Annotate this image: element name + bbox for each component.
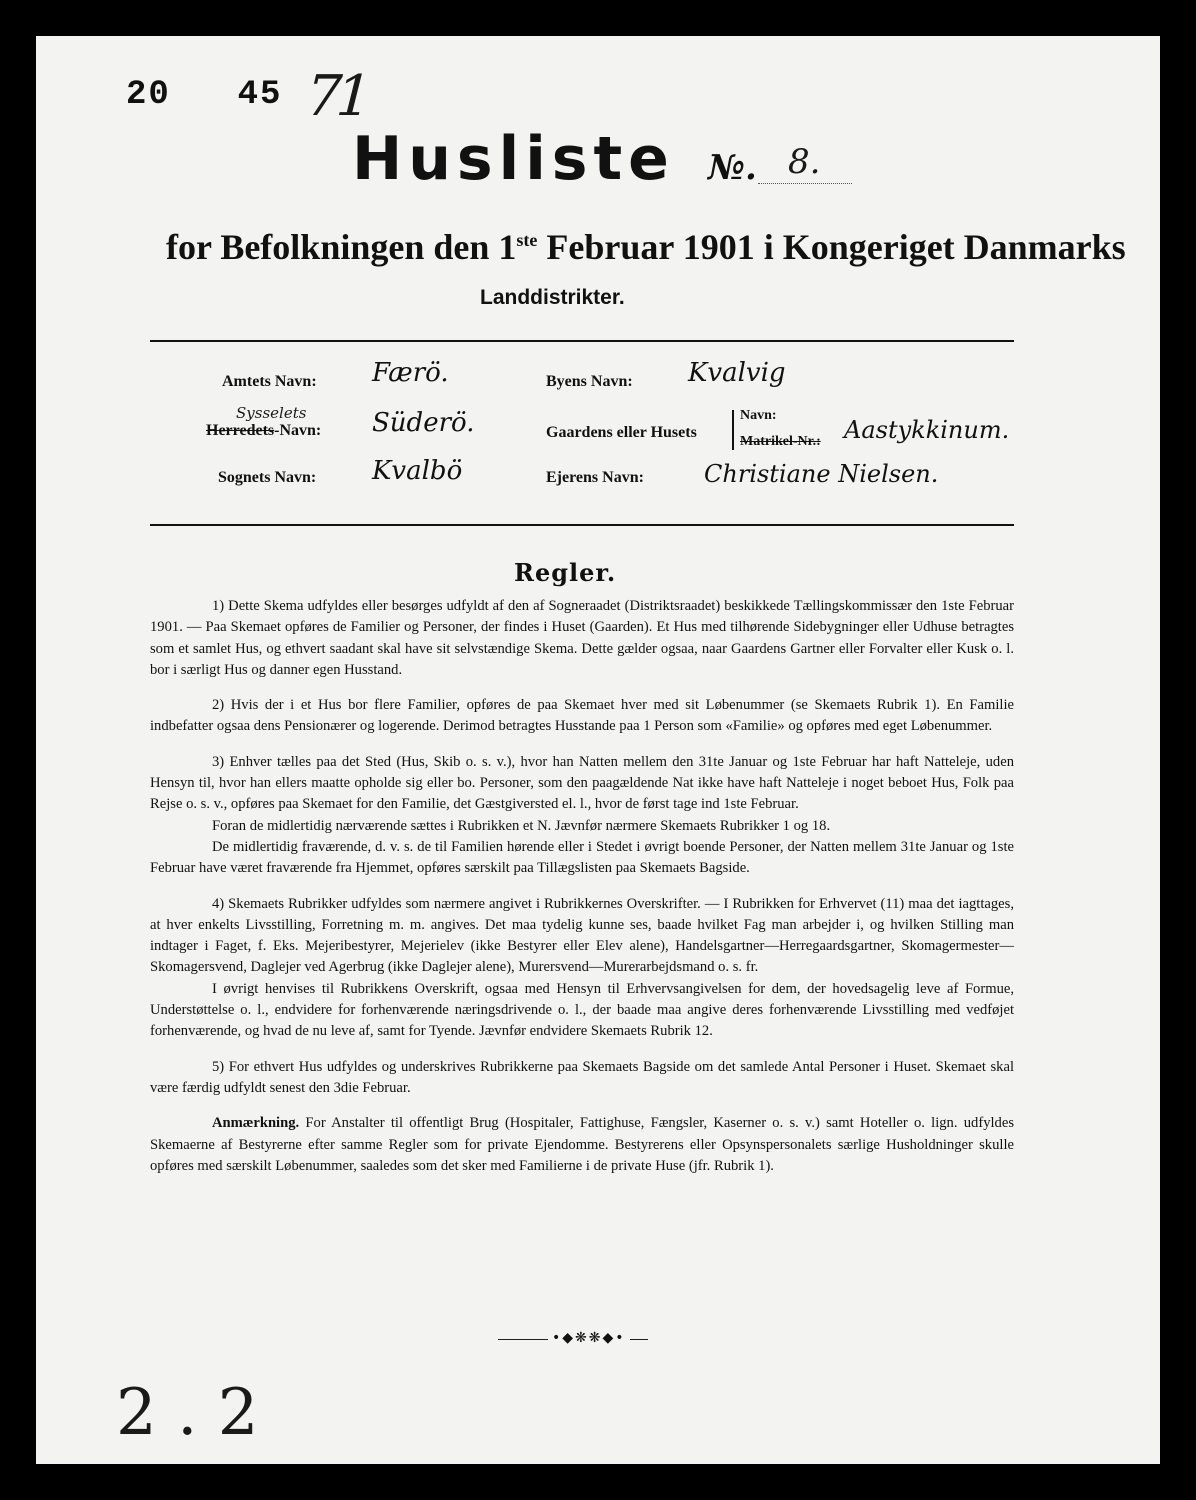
- by-value: Kvalvig: [688, 358, 786, 388]
- herred-correction: Sysselets: [236, 404, 307, 422]
- rules-body: [150, 596, 1014, 1191]
- number-dotted-line: [758, 182, 852, 184]
- bottom-rule: [150, 524, 1014, 526]
- archive-stamp: [126, 76, 282, 114]
- rules-heading: Regler.: [514, 558, 617, 587]
- rule-1: 1) Dette Skema udfyldes eller besørges udfyldt af den af Sogneraadet (Distriktsraadet) beskikkede Tællingskommissær den 1ste Februar 1901. — Paa Skemaet opføres de Familier og Personer, der findes i Huset (Gaarden). Et Hus med tilhørende Sidebygninger eller Udhuse betragtes som et samlet Hus, og ethvert saadant skal have sit selvstændige Skema. Dette gælder ogsaa, naar Gaardens Gartner eller Forvalter eller Kusk o. l. bor i særligt Hus og danner egen Husstand.: [150, 598, 1014, 678]
- rule-2: 2) Hvis der i et Hus bor flere Familier, opføres de paa Skemaet hver med sit Løbenummer (se Skemaets Rubrik 1). En Familie indbefatter ogsaa dens Pensionærer og logerende. Derimod betragtes Husstande paa 1 Person som «Familie» og opføres med eget Løbenummer.: [150, 697, 1014, 735]
- note-label: Anmærkning.: [212, 1115, 300, 1132]
- stamp-left-number: 20: [126, 76, 171, 114]
- ejer-value: Christiane Nielsen.: [704, 460, 939, 488]
- gaard-navn-label: Navn:: [740, 408, 777, 423]
- rule-3c: De midlertidig fraværende, d. v. s. de til Familien hørende eller i Stedet i øvrigt boende Personer, der Natten mellem 31te Januar og 1ste Februar have været fraværende fra Hjemmet, opføres særskilt paa Tillægslisten paa Skemaets Bagside.: [150, 838, 1014, 877]
- gaard-matrikel-label: Matrikel-Nr.:: [740, 434, 821, 449]
- handwritten-corner-mark: 71: [297, 64, 374, 129]
- gaard-label: Gaardens eller Husets: [546, 424, 697, 441]
- bottom-handwritten-number: 2 . 2: [116, 1376, 259, 1450]
- ornament-divider: •◆❋❋◆•: [548, 1330, 630, 1346]
- form-subtitle: for Befolkningen den 1ste Februar 1901 i Kongeriget Danmarks: [166, 227, 1126, 267]
- herred-label: Herredets-Navn:: [206, 422, 322, 439]
- rule-4a: 4) Skemaets Rubrikker udfyldes som nærmere angivet i Rubrikkernes Overskrifter. — I Rubrikken for Erhvervet (11) maa det iagttages, at hver enkelts Livsstilling, Forretning m. m. angives. Det maa tydelig kunne ses, baade hvilket Fag man arbejder i, og hvilken Stilling man indtager i Faget, f. Eks. Mejeribestyrer, Mejerielev (ikke Bestyrer eller Elev alene), Handelsgartner—Herregaardsgartner, Skomagermester—Skomagersvend, Daglejer ved Agerbrug (ikke Daglejer alene), Murersvend—Murerarbejdsmand o. s. fr.: [150, 895, 1014, 976]
- top-rule: [150, 340, 1014, 342]
- rule-3b: Foran de midlertidig nærværende sættes i Rubrikken et N. Jævnfør nærmere Skemaets Rubrikker 1 og 18.: [212, 817, 831, 834]
- amt-value: Færö.: [372, 358, 449, 388]
- rule-5: 5) For ethvert Hus udfyldes og underskrives Rubrikkerne paa Skemaets Bagside om det samlede Antal Personer i Huset. Skemaet skal være færdig udfyldt senest den 3die Februar.: [150, 1058, 1014, 1096]
- form-subtitle-districts: Landdistrikter.: [480, 286, 625, 309]
- amt-label: Amtets Navn:: [222, 373, 317, 390]
- gaard-bracket: [732, 410, 734, 450]
- by-label: Byens Navn:: [546, 373, 633, 390]
- gaard-value: Aastykkinum.: [844, 416, 1010, 444]
- herred-value: Süderö.: [372, 408, 475, 438]
- note-text: For Anstalter til offentligt Brug (Hospitaler, Fattighuse, Fængsler, Kaserner o. s. v.) samt Hoteller o. lign. udfyldes Skemaerne af Bestyrerne efter samme Regler som for private Ejendomme. Bestyrerens eller Opsynspersonalets særlige Husholdninger skulle opføres med særskilt Løbenummer, saaledes som det sker med Familierne i de private Huse (jfr. Rubrik 1).: [150, 1115, 1014, 1174]
- stamp-right-number: 45: [237, 76, 283, 114]
- sogn-label: Sognets Navn:: [218, 469, 317, 486]
- form-number-value: 8.: [788, 142, 821, 182]
- ejer-label: Ejerens Navn:: [546, 469, 644, 486]
- form-title: Husliste: [352, 124, 675, 194]
- rule-3a: 3) Enhver tælles paa det Sted (Hus, Skib o. s. v.), hvor han Natten mellem den 31te Januar og 1ste Februar har haft Natteleje, uden Hensyn til, hvor han ellers maatte opholde sig eller bo. Personer, som den paagældende Nat ikke have haft Natteleje i noget beboet Hus, Folk paa Rejse o. s. v., opføres paa Skemaet for den Familie, det Gæstgiversted el. l., hvor de først tage ind 1ste Februar.: [150, 753, 1014, 813]
- rule-4b: I øvrigt henvises til Rubrikkens Overskrift, ogsaa med Hensyn til Erhvervsangivelsen for dem, der hovedsagelig leve af Formue, Understøttelse o. l., endvidere for forhenværende næringsdrivende o. l., der baade maa angive deres forhenværende Livsstilling med vedføjet forhenværende, og hvad de nu leve af, samt for Tyende. Jævnfør endvidere Skemaets Rubrik 12.: [150, 980, 1014, 1040]
- sogn-value: Kvalbö: [372, 456, 463, 486]
- number-prefix: №.: [708, 148, 757, 188]
- census-form-page: [36, 36, 1160, 1464]
- rule-note: [150, 1113, 1014, 1177]
